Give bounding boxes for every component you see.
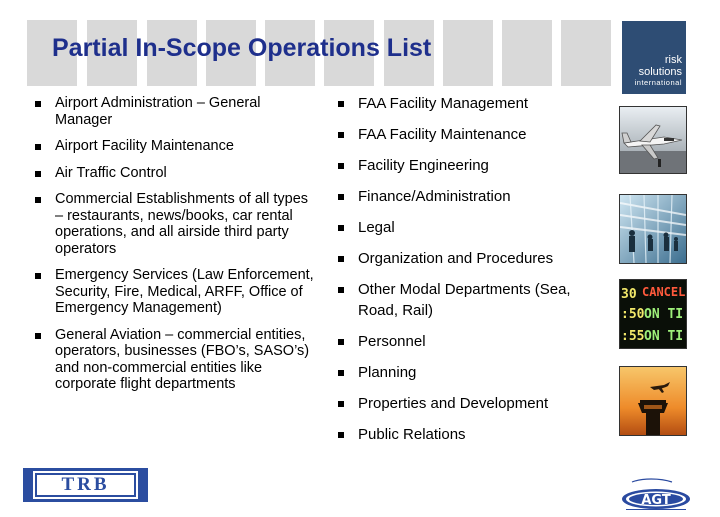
logo-line-solutions: solutions xyxy=(638,66,682,78)
list-item: Commercial Establishments of all types – restaurants, news/books, car rental operations, and all airside third party operators xyxy=(34,191,316,257)
list-item: Organization and Procedures xyxy=(337,248,609,269)
control-tower-photo xyxy=(619,366,687,436)
list-item: Properties and Development xyxy=(337,393,609,414)
svg-text:AGT: AGT xyxy=(641,493,671,508)
list-item: Emergency Services (Law Enforcement, Security, Fire, Medical, ARFF, Office of Emergency Management) xyxy=(34,267,316,317)
header-tile xyxy=(561,20,611,86)
list-item: Personnel xyxy=(337,331,609,352)
list-item: Legal xyxy=(337,217,609,238)
slide-title: Partial In-Scope Operations List xyxy=(52,34,432,62)
list-item: Public Relations xyxy=(337,424,609,445)
list-item: Air Traffic Control xyxy=(34,165,316,182)
list-item: Other Modal Departments (Sea, Road, Rail) xyxy=(337,279,609,321)
header-tile xyxy=(502,20,552,86)
list-item: Finance/Administration xyxy=(337,186,609,207)
risk-solutions-logo xyxy=(622,21,686,94)
list-item: Airport Facility Maintenance xyxy=(34,138,316,155)
list-item: Facility Engineering xyxy=(337,155,609,176)
logo-line-international: international xyxy=(634,78,682,87)
right-bullet-list xyxy=(337,93,609,455)
departure-board-photo xyxy=(619,279,687,349)
list-item: Planning xyxy=(337,362,609,383)
list-item: FAA Facility Maintenance xyxy=(337,124,609,145)
agt-logo xyxy=(618,476,694,512)
board-time: :55 xyxy=(621,329,645,344)
board-status: ON TI xyxy=(644,329,684,344)
board-time: :50 xyxy=(621,307,645,322)
trb-logo xyxy=(23,468,148,502)
board-status: CANCEL xyxy=(642,285,686,299)
header-tile xyxy=(443,20,493,86)
list-item: General Aviation – commercial entities, operators, businesses (FBO’s, SASO’s) and non-commercial entities like corporate flight departments xyxy=(34,327,316,393)
list-item: Airport Administration – General Manager xyxy=(34,95,316,128)
board-status: ON TI xyxy=(644,307,684,322)
logo-line-risk: risk xyxy=(664,54,682,66)
terminal-photo xyxy=(619,194,687,264)
board-time: 30 xyxy=(621,287,637,302)
list-item: FAA Facility Management xyxy=(337,93,609,114)
airplane-photo xyxy=(619,106,687,174)
trb-logo-text: TRB xyxy=(35,473,136,497)
left-bullet-list xyxy=(34,95,316,403)
